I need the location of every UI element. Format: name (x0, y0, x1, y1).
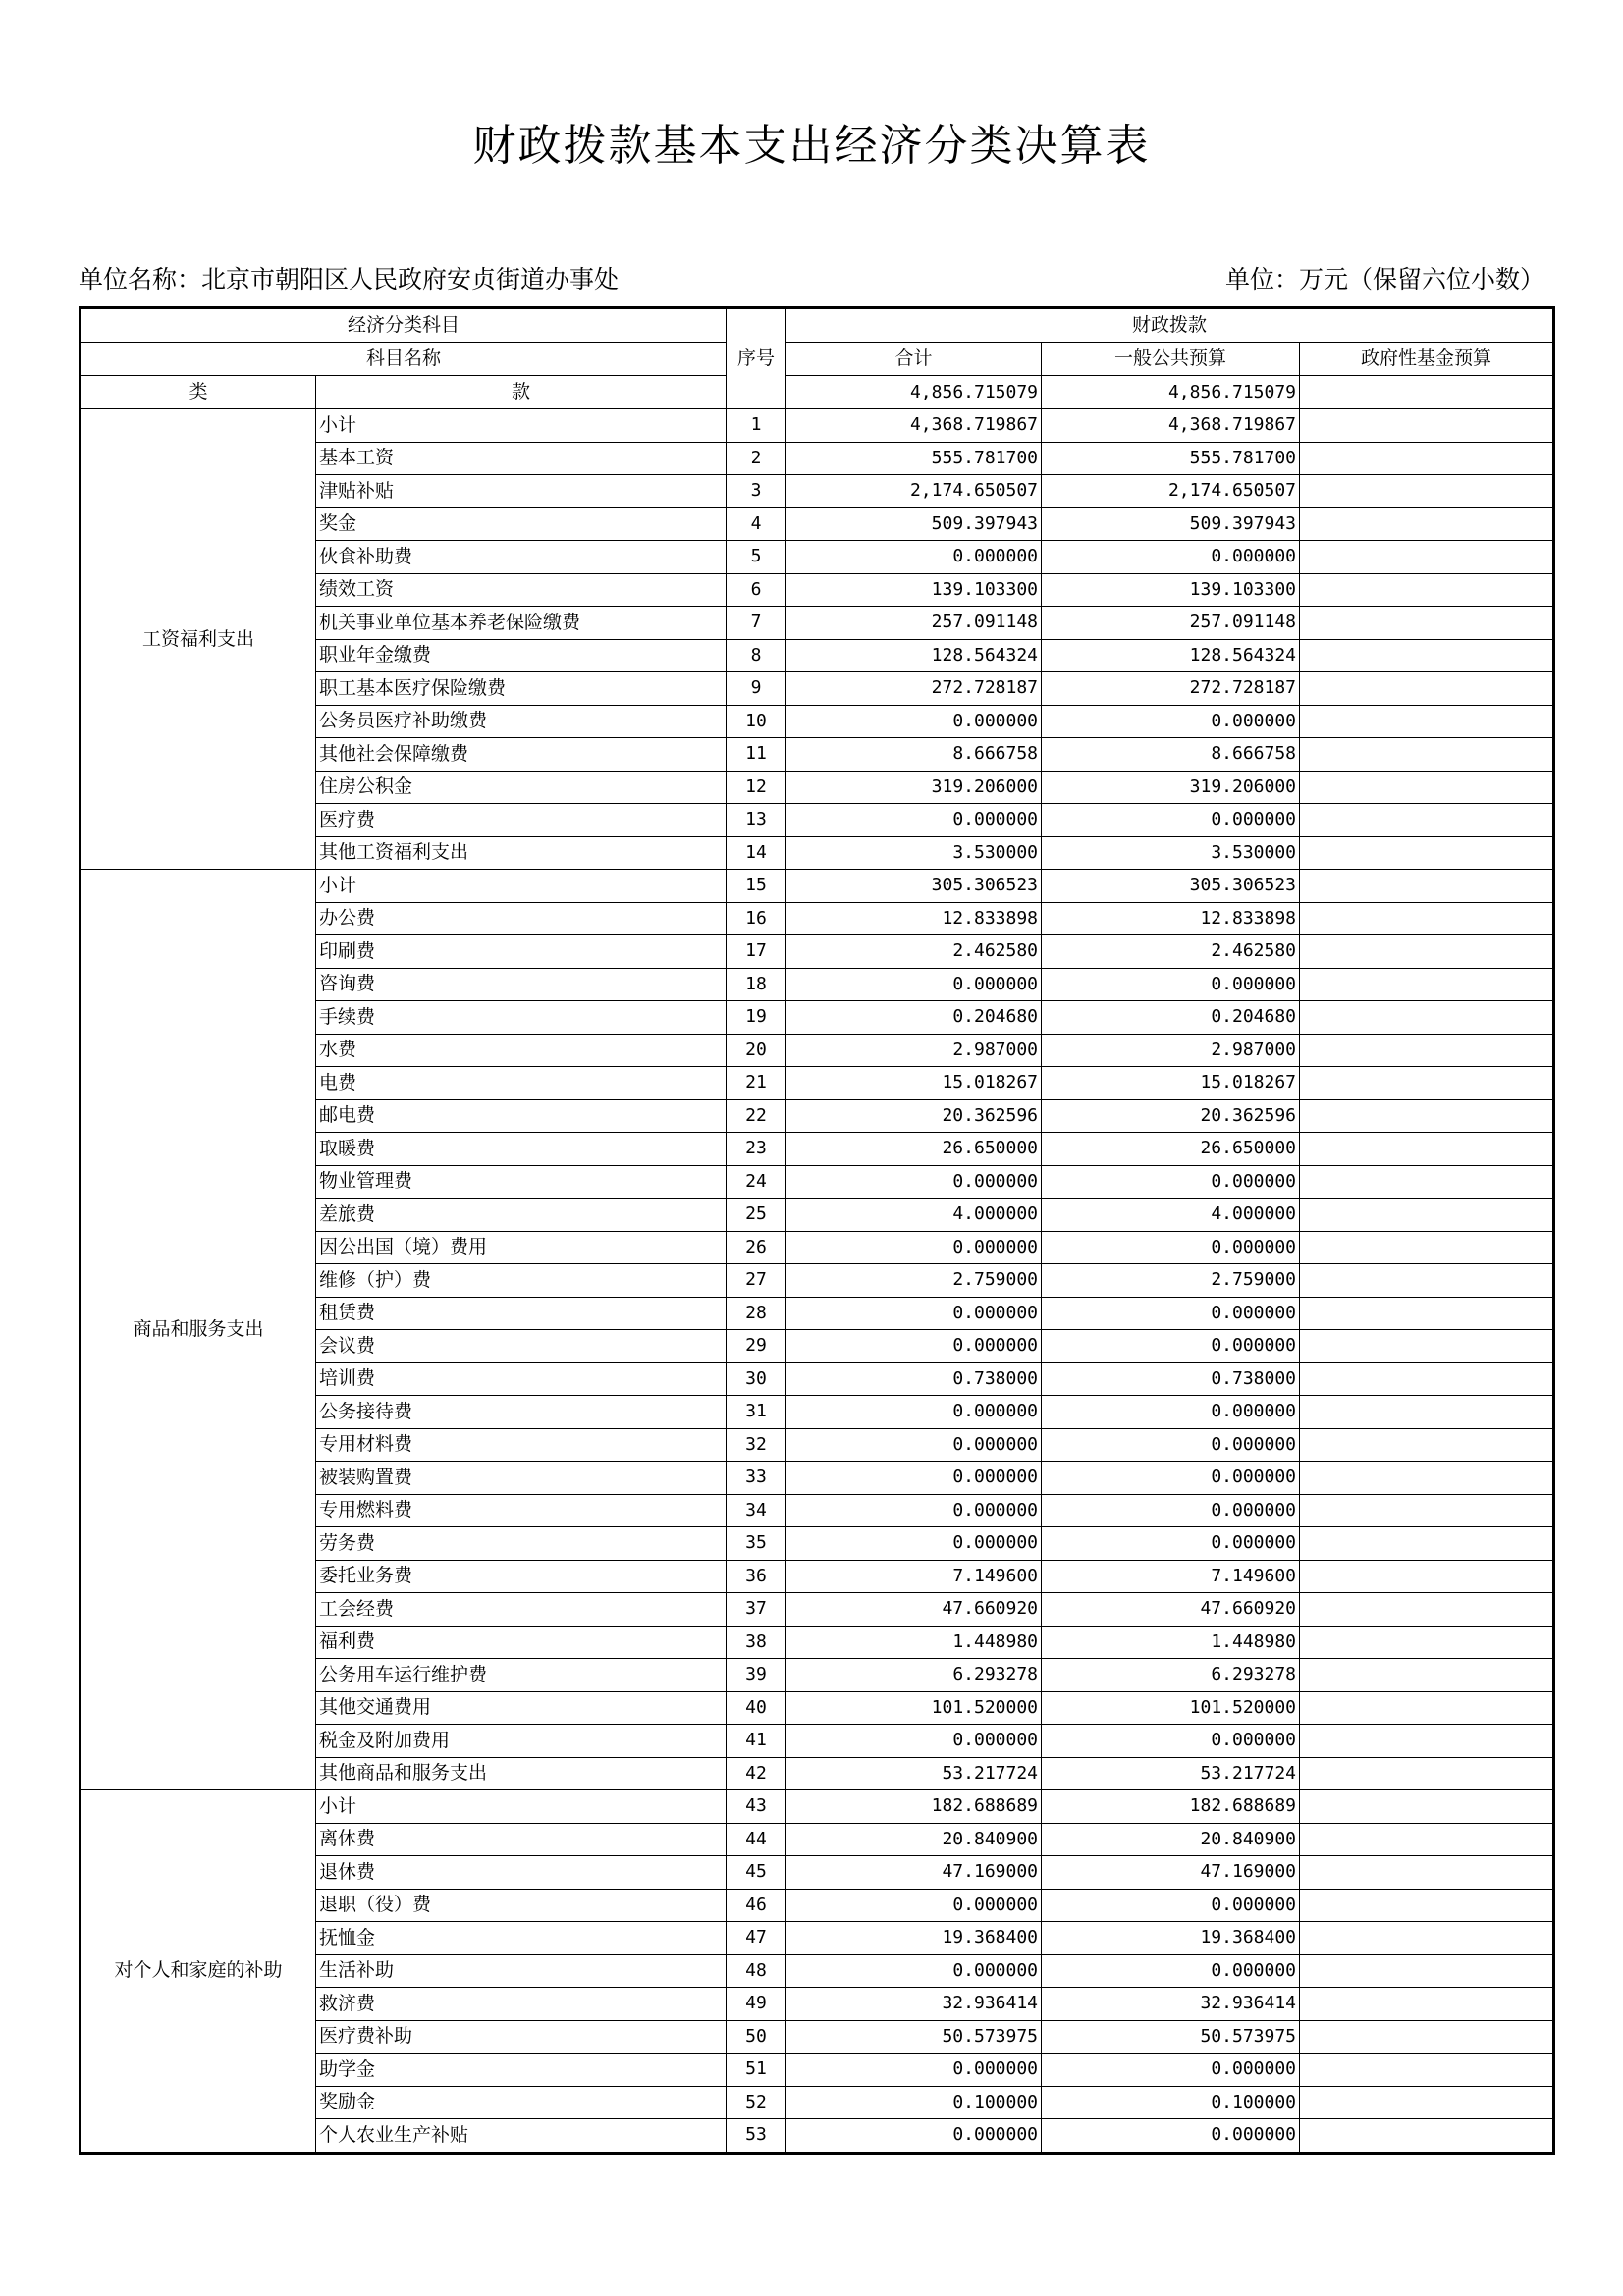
total-cell: 19.368400 (786, 1922, 1042, 1955)
general-budget-cell: 0.204680 (1042, 1001, 1300, 1035)
seq-cell: 7 (727, 607, 786, 640)
general-budget-cell: 0.000000 (1042, 1165, 1300, 1199)
total-cell: 128.564324 (786, 639, 1042, 672)
gov-fund-cell (1300, 442, 1554, 475)
seq-cell: 8 (727, 639, 786, 672)
gov-fund-cell (1300, 573, 1554, 607)
gov-fund-cell (1300, 771, 1554, 804)
subject-name-cell: 因公出国（境）费用 (316, 1231, 727, 1264)
total-cell: 0.000000 (786, 1396, 1042, 1429)
subject-name-cell: 物业管理费 (316, 1165, 727, 1199)
subject-name-cell: 其他交通费用 (316, 1691, 727, 1725)
subject-name-cell: 奖励金 (316, 2086, 727, 2119)
header-lei: 类 (81, 376, 316, 409)
seq-cell: 16 (727, 902, 786, 935)
subject-name-cell: 电费 (316, 1067, 727, 1100)
total-cell: 319.206000 (786, 771, 1042, 804)
subject-name-cell: 会议费 (316, 1330, 727, 1363)
total-cell: 272.728187 (786, 672, 1042, 706)
general-budget-cell: 1.448980 (1042, 1626, 1300, 1659)
subject-name-cell: 职业年金缴费 (316, 639, 727, 672)
subject-name-cell: 被装购置费 (316, 1462, 727, 1495)
gov-fund-cell (1300, 738, 1554, 772)
seq-cell: 4 (727, 507, 786, 541)
general-budget-cell: 0.000000 (1042, 968, 1300, 1001)
subject-name-cell: 公务员医疗补助缴费 (316, 705, 727, 738)
total-cell: 20.840900 (786, 1823, 1042, 1856)
header-kuan: 款 (316, 376, 727, 409)
subject-name-cell: 其他工资福利支出 (316, 836, 727, 870)
general-budget-cell: 182.688689 (1042, 1790, 1300, 1824)
seq-cell: 49 (727, 1988, 786, 2021)
total-cell: 2.462580 (786, 935, 1042, 969)
seq-cell: 24 (727, 1165, 786, 1199)
total-cell: 555.781700 (786, 442, 1042, 475)
gov-fund-cell (1300, 1462, 1554, 1495)
gov-fund-cell (1300, 1067, 1554, 1100)
general-budget-cell: 0.000000 (1042, 1396, 1300, 1429)
table-row (81, 1790, 1554, 1824)
seq-cell: 25 (727, 1199, 786, 1232)
subject-name-cell: 津贴补贴 (316, 475, 727, 508)
total-cell: 0.000000 (786, 1428, 1042, 1462)
gov-fund-cell (1300, 1922, 1554, 1955)
seq-cell: 46 (727, 1889, 786, 1922)
total-cell: 47.169000 (786, 1856, 1042, 1890)
total-cell: 15.018267 (786, 1067, 1042, 1100)
gov-fund-cell (1300, 935, 1554, 969)
grand-total-total: 4,856.715079 (786, 376, 1042, 409)
gov-fund-cell (1300, 1889, 1554, 1922)
header-row-2 (81, 343, 1554, 376)
subject-name-cell: 小计 (316, 1790, 727, 1824)
budget-table (79, 306, 1555, 2155)
subject-name-cell: 邮电费 (316, 1099, 727, 1133)
seq-cell: 33 (727, 1462, 786, 1495)
total-cell: 0.000000 (786, 1231, 1042, 1264)
subject-name-cell: 办公费 (316, 902, 727, 935)
general-budget-cell: 101.520000 (1042, 1691, 1300, 1725)
subject-name-cell: 专用材料费 (316, 1428, 727, 1462)
general-budget-cell: 0.000000 (1042, 1297, 1300, 1330)
gov-fund-cell (1300, 409, 1554, 443)
gov-fund-cell (1300, 1231, 1554, 1264)
seq-cell: 14 (727, 836, 786, 870)
header-total: 合计 (786, 343, 1042, 376)
total-cell: 101.520000 (786, 1691, 1042, 1725)
general-budget-cell: 0.000000 (1042, 804, 1300, 837)
seq-cell: 23 (727, 1133, 786, 1166)
subject-name-cell: 离休费 (316, 1823, 727, 1856)
seq-cell: 21 (727, 1067, 786, 1100)
total-cell: 0.738000 (786, 1362, 1042, 1396)
gov-fund-cell (1300, 2020, 1554, 2054)
header-fiscal: 财政拨款 (786, 308, 1554, 343)
general-budget-cell: 0.000000 (1042, 1462, 1300, 1495)
general-budget-cell: 15.018267 (1042, 1067, 1300, 1100)
total-cell: 47.660920 (786, 1593, 1042, 1627)
general-budget-cell: 2.987000 (1042, 1034, 1300, 1067)
subject-name-cell: 税金及附加费用 (316, 1725, 727, 1758)
general-budget-cell: 19.368400 (1042, 1922, 1300, 1955)
gov-fund-cell (1300, 607, 1554, 640)
seq-cell: 13 (727, 804, 786, 837)
gov-fund-cell (1300, 1034, 1554, 1067)
seq-cell: 19 (727, 1001, 786, 1035)
total-cell: 20.362596 (786, 1099, 1042, 1133)
grand-total-gov-fund (1300, 376, 1554, 409)
gov-fund-cell (1300, 968, 1554, 1001)
seq-cell: 41 (727, 1725, 786, 1758)
subject-name-cell: 生活补助 (316, 1954, 727, 1988)
category-cell: 商品和服务支出 (81, 870, 316, 1790)
header-seq: 序号 (727, 308, 786, 409)
gov-fund-cell (1300, 1823, 1554, 1856)
gov-fund-cell (1300, 1626, 1554, 1659)
seq-cell: 15 (727, 870, 786, 903)
general-budget-cell: 128.564324 (1042, 639, 1300, 672)
subject-name-cell: 抚恤金 (316, 1922, 727, 1955)
general-budget-cell: 20.362596 (1042, 1099, 1300, 1133)
unit-info: 单位：万元（保留六位小数） (1224, 265, 1544, 294)
gov-fund-cell (1300, 1362, 1554, 1396)
general-budget-cell: 3.530000 (1042, 836, 1300, 870)
general-budget-cell: 4.000000 (1042, 1199, 1300, 1232)
general-budget-cell: 0.000000 (1042, 541, 1300, 574)
total-cell: 257.091148 (786, 607, 1042, 640)
gov-fund-cell (1300, 870, 1554, 903)
seq-cell: 26 (727, 1231, 786, 1264)
general-budget-cell: 0.000000 (1042, 1231, 1300, 1264)
seq-cell: 37 (727, 1593, 786, 1627)
subject-name-cell: 水费 (316, 1034, 727, 1067)
general-budget-cell: 0.000000 (1042, 2119, 1300, 2154)
general-budget-cell: 0.000000 (1042, 1494, 1300, 1527)
gov-fund-cell (1300, 1527, 1554, 1561)
subject-name-cell: 委托业务费 (316, 1560, 727, 1593)
subject-name-cell: 取暖费 (316, 1133, 727, 1166)
gov-fund-cell (1300, 1954, 1554, 1988)
seq-cell: 36 (727, 1560, 786, 1593)
subject-name-cell: 专用燃料费 (316, 1494, 727, 1527)
general-budget-cell: 319.206000 (1042, 771, 1300, 804)
table-row (81, 409, 1554, 443)
total-cell: 0.000000 (786, 1527, 1042, 1561)
general-budget-cell: 0.000000 (1042, 1428, 1300, 1462)
seq-cell: 48 (727, 1954, 786, 1988)
seq-cell: 31 (727, 1396, 786, 1429)
total-cell: 509.397943 (786, 507, 1042, 541)
general-budget-cell: 272.728187 (1042, 672, 1300, 706)
general-budget-cell: 0.000000 (1042, 2054, 1300, 2087)
general-budget-cell: 0.738000 (1042, 1362, 1300, 1396)
total-cell: 0.000000 (786, 1725, 1042, 1758)
seq-cell: 17 (727, 935, 786, 969)
total-cell: 50.573975 (786, 2020, 1042, 2054)
gov-fund-cell (1300, 1165, 1554, 1199)
gov-fund-cell (1300, 1790, 1554, 1824)
seq-cell: 29 (727, 1330, 786, 1363)
gov-fund-cell (1300, 1330, 1554, 1363)
gov-fund-cell (1300, 1988, 1554, 2021)
seq-cell: 47 (727, 1922, 786, 1955)
seq-cell: 20 (727, 1034, 786, 1067)
total-cell: 0.100000 (786, 2086, 1042, 2119)
general-budget-cell: 0.000000 (1042, 1954, 1300, 1988)
subject-name-cell: 印刷费 (316, 935, 727, 969)
seq-cell: 32 (727, 1428, 786, 1462)
gov-fund-cell (1300, 705, 1554, 738)
general-budget-cell: 26.650000 (1042, 1133, 1300, 1166)
general-budget-cell: 0.000000 (1042, 1330, 1300, 1363)
total-cell: 0.000000 (786, 1494, 1042, 1527)
total-cell: 0.000000 (786, 2119, 1042, 2154)
general-budget-cell: 6.293278 (1042, 1659, 1300, 1692)
seq-cell: 28 (727, 1297, 786, 1330)
total-cell: 0.000000 (786, 1330, 1042, 1363)
total-cell: 0.000000 (786, 541, 1042, 574)
subject-name-cell: 其他社会保障缴费 (316, 738, 727, 772)
unit-name: 单位名称：北京市朝阳区人民政府安贞街道办事处 (79, 265, 620, 294)
seq-cell: 50 (727, 2020, 786, 2054)
total-cell: 2.987000 (786, 1034, 1042, 1067)
total-cell: 4,368.719867 (786, 409, 1042, 443)
total-cell: 182.688689 (786, 1790, 1042, 1824)
gov-fund-cell (1300, 1725, 1554, 1758)
gov-fund-cell (1300, 1593, 1554, 1627)
gov-fund-cell (1300, 1396, 1554, 1429)
total-cell: 0.204680 (786, 1001, 1042, 1035)
page-title: 财政拨款基本支出经济分类决算表 (472, 121, 1151, 171)
gov-fund-cell (1300, 1757, 1554, 1790)
subject-name-cell: 小计 (316, 409, 727, 443)
gov-fund-cell (1300, 639, 1554, 672)
general-budget-cell: 20.840900 (1042, 1823, 1300, 1856)
seq-cell: 52 (727, 2086, 786, 2119)
category-cell: 工资福利支出 (81, 409, 316, 870)
gov-fund-cell (1300, 902, 1554, 935)
general-budget-cell: 32.936414 (1042, 1988, 1300, 2021)
seq-cell: 35 (727, 1527, 786, 1561)
general-budget-cell: 47.660920 (1042, 1593, 1300, 1627)
subject-name-cell: 奖金 (316, 507, 727, 541)
subject-name-cell: 劳务费 (316, 1527, 727, 1561)
gov-fund-cell (1300, 475, 1554, 508)
general-budget-cell: 47.169000 (1042, 1856, 1300, 1890)
header-row-3 (81, 376, 1554, 409)
seq-cell: 44 (727, 1823, 786, 1856)
total-cell: 1.448980 (786, 1626, 1042, 1659)
total-cell: 2.759000 (786, 1264, 1042, 1298)
general-budget-cell: 0.000000 (1042, 1725, 1300, 1758)
seq-cell: 1 (727, 409, 786, 443)
gov-fund-cell (1300, 804, 1554, 837)
subject-name-cell: 基本工资 (316, 442, 727, 475)
seq-cell: 40 (727, 1691, 786, 1725)
gov-fund-cell (1300, 1001, 1554, 1035)
seq-cell: 10 (727, 705, 786, 738)
subject-name-cell: 助学金 (316, 2054, 727, 2087)
total-cell: 12.833898 (786, 902, 1042, 935)
subject-name-cell: 医疗费 (316, 804, 727, 837)
subject-name-cell: 工会经费 (316, 1593, 727, 1627)
subject-name-cell: 培训费 (316, 1362, 727, 1396)
subject-name-cell: 个人农业生产补贴 (316, 2119, 727, 2154)
subject-name-cell: 咨询费 (316, 968, 727, 1001)
subject-name-cell: 租赁费 (316, 1297, 727, 1330)
subject-name-cell: 小计 (316, 870, 727, 903)
header-gov-fund: 政府性基金预算 (1300, 343, 1554, 376)
general-budget-cell: 509.397943 (1042, 507, 1300, 541)
category-cell: 对个人和家庭的补助 (81, 1790, 316, 2154)
total-cell: 2,174.650507 (786, 475, 1042, 508)
subject-name-cell: 医疗费补助 (316, 2020, 727, 2054)
total-cell: 0.000000 (786, 1954, 1042, 1988)
total-cell: 139.103300 (786, 573, 1042, 607)
subject-name-cell: 维修（护）费 (316, 1264, 727, 1298)
subject-name-cell: 手续费 (316, 1001, 727, 1035)
gov-fund-cell (1300, 836, 1554, 870)
gov-fund-cell (1300, 1264, 1554, 1298)
total-cell: 0.000000 (786, 2054, 1042, 2087)
general-budget-cell: 139.103300 (1042, 573, 1300, 607)
total-cell: 0.000000 (786, 1297, 1042, 1330)
total-cell: 305.306523 (786, 870, 1042, 903)
general-budget-cell: 0.000000 (1042, 1889, 1300, 1922)
general-budget-cell: 2.759000 (1042, 1264, 1300, 1298)
gov-fund-cell (1300, 1133, 1554, 1166)
header-subject-name: 科目名称 (81, 343, 727, 376)
gov-fund-cell (1300, 507, 1554, 541)
seq-cell: 51 (727, 2054, 786, 2087)
total-cell: 32.936414 (786, 1988, 1042, 2021)
header-category-group: 经济分类科目 (81, 308, 727, 343)
gov-fund-cell (1300, 541, 1554, 574)
total-cell: 0.000000 (786, 1165, 1042, 1199)
general-budget-cell: 305.306523 (1042, 870, 1300, 903)
general-budget-cell: 555.781700 (1042, 442, 1300, 475)
seq-cell: 27 (727, 1264, 786, 1298)
total-cell: 8.666758 (786, 738, 1042, 772)
subject-name-cell: 退职（役）费 (316, 1889, 727, 1922)
subject-name-cell: 机关事业单位基本养老保险缴费 (316, 607, 727, 640)
total-cell: 26.650000 (786, 1133, 1042, 1166)
general-budget-cell: 4,368.719867 (1042, 409, 1300, 443)
subject-name-cell: 职工基本医疗保险缴费 (316, 672, 727, 706)
seq-cell: 43 (727, 1790, 786, 1824)
gov-fund-cell (1300, 1494, 1554, 1527)
seq-cell: 11 (727, 738, 786, 772)
gov-fund-cell (1300, 672, 1554, 706)
table-body (81, 308, 1554, 2154)
subject-name-cell: 绩效工资 (316, 573, 727, 607)
total-cell: 0.000000 (786, 1462, 1042, 1495)
gov-fund-cell (1300, 1199, 1554, 1232)
subject-name-cell: 公务接待费 (316, 1396, 727, 1429)
total-cell: 0.000000 (786, 1889, 1042, 1922)
total-cell: 0.000000 (786, 804, 1042, 837)
general-budget-cell: 50.573975 (1042, 2020, 1300, 2054)
gov-fund-cell (1300, 1691, 1554, 1725)
header-general: 一般公共预算 (1042, 343, 1300, 376)
table-row (81, 870, 1554, 903)
general-budget-cell: 53.217724 (1042, 1757, 1300, 1790)
subject-name-cell: 伙食补助费 (316, 541, 727, 574)
general-budget-cell: 0.000000 (1042, 705, 1300, 738)
general-budget-cell: 0.000000 (1042, 1527, 1300, 1561)
gov-fund-cell (1300, 1856, 1554, 1890)
gov-fund-cell (1300, 1297, 1554, 1330)
gov-fund-cell (1300, 2086, 1554, 2119)
general-budget-cell: 12.833898 (1042, 902, 1300, 935)
gov-fund-cell (1300, 1659, 1554, 1692)
subject-name-cell: 公务用车运行维护费 (316, 1659, 727, 1692)
seq-cell: 18 (727, 968, 786, 1001)
grand-total-general: 4,856.715079 (1042, 376, 1300, 409)
total-cell: 4.000000 (786, 1199, 1042, 1232)
general-budget-cell: 0.100000 (1042, 2086, 1300, 2119)
gov-fund-cell (1300, 2054, 1554, 2087)
general-budget-cell: 7.149600 (1042, 1560, 1300, 1593)
gov-fund-cell (1300, 1428, 1554, 1462)
seq-cell: 39 (727, 1659, 786, 1692)
seq-cell: 12 (727, 771, 786, 804)
subject-name-cell: 退休费 (316, 1856, 727, 1890)
seq-cell: 2 (727, 442, 786, 475)
general-budget-cell: 2,174.650507 (1042, 475, 1300, 508)
general-budget-cell: 257.091148 (1042, 607, 1300, 640)
seq-cell: 42 (727, 1757, 786, 1790)
total-cell: 53.217724 (786, 1757, 1042, 1790)
seq-cell: 38 (727, 1626, 786, 1659)
total-cell: 3.530000 (786, 836, 1042, 870)
seq-cell: 45 (727, 1856, 786, 1890)
subject-name-cell: 住房公积金 (316, 771, 727, 804)
total-cell: 0.000000 (786, 968, 1042, 1001)
total-cell: 7.149600 (786, 1560, 1042, 1593)
gov-fund-cell (1300, 1560, 1554, 1593)
subject-name-cell: 其他商品和服务支出 (316, 1757, 727, 1790)
general-budget-cell: 2.462580 (1042, 935, 1300, 969)
gov-fund-cell (1300, 2119, 1554, 2154)
seq-cell: 34 (727, 1494, 786, 1527)
seq-cell: 6 (727, 573, 786, 607)
total-cell: 0.000000 (786, 705, 1042, 738)
total-cell: 6.293278 (786, 1659, 1042, 1692)
seq-cell: 9 (727, 672, 786, 706)
seq-cell: 3 (727, 475, 786, 508)
subject-name-cell: 救济费 (316, 1988, 727, 2021)
subject-name-cell: 福利费 (316, 1626, 727, 1659)
seq-cell: 5 (727, 541, 786, 574)
header-row-1 (81, 308, 1554, 343)
subject-name-cell: 差旅费 (316, 1199, 727, 1232)
seq-cell: 22 (727, 1099, 786, 1133)
general-budget-cell: 8.666758 (1042, 738, 1300, 772)
gov-fund-cell (1300, 1099, 1554, 1133)
seq-cell: 53 (727, 2119, 786, 2154)
seq-cell: 30 (727, 1362, 786, 1396)
